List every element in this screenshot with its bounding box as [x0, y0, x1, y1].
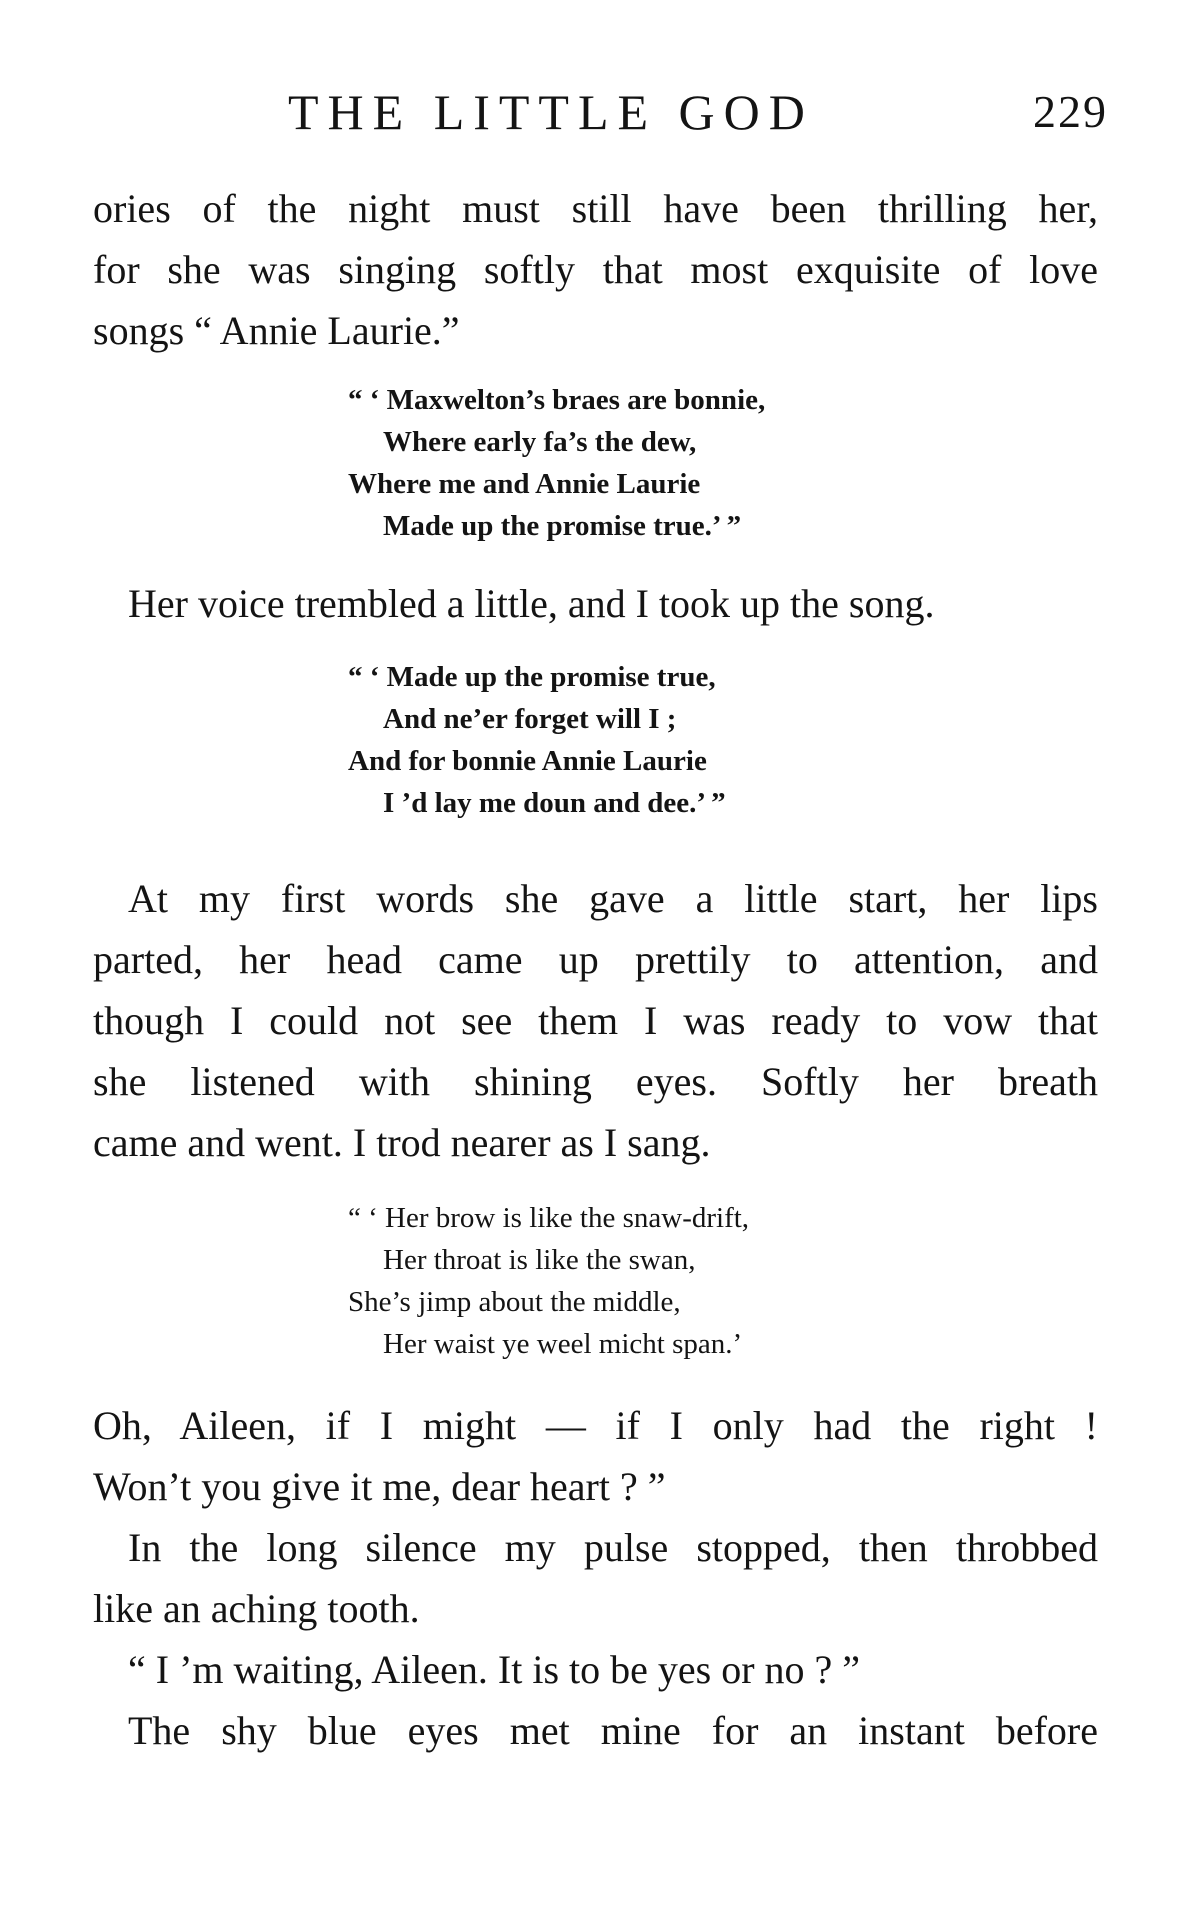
verse-line: And for bonnie Annie Laurie: [348, 745, 707, 777]
text-line: ories of the night must still have been thrilling her,: [93, 186, 1098, 231]
verse-stanza-1: [348, 379, 1098, 547]
paragraph: [93, 1395, 1098, 1517]
text-line: for she was singing softly that most exquisite of love: [93, 247, 1098, 292]
verse-line: She’s jimp about the middle,: [348, 1286, 681, 1318]
text-line: she listened with shining eyes. Softly her breath: [93, 1059, 1098, 1104]
text-line: The shy blue eyes met mine for an instant before: [128, 1708, 1098, 1753]
paragraph: [93, 1517, 1098, 1639]
running-title: THE LITTLE GOD: [288, 84, 814, 140]
text-line: came and went. I trod nearer as I sang.: [93, 1120, 711, 1165]
verse-stanza-3: [348, 1197, 1098, 1365]
page-body: [93, 178, 1098, 1761]
verse-line: And ne’er forget will I ;: [383, 703, 677, 735]
text-line: Won’t you give it me, dear heart ? ”: [93, 1464, 666, 1509]
verse-line: I ’d lay me doun and dee.’ ”: [383, 787, 726, 819]
text-line: At my first words she gave a little start, her lips: [128, 876, 1098, 921]
text-line: “ I ’m waiting, Aileen. It is to be yes or no ? ”: [128, 1647, 861, 1692]
text-line: songs “ Annie Laurie.”: [93, 308, 460, 353]
verse-line: Made up the promise true.’ ”: [383, 510, 742, 542]
paragraph: [93, 573, 1098, 634]
verse-line: “ ‘ Her brow is like the snaw-drift,: [348, 1202, 750, 1234]
text-line: parted, her head came up prettily to attention, and: [93, 937, 1098, 982]
paragraph: [93, 1639, 1098, 1700]
verse-line: Where early fa’s the dew,: [383, 426, 697, 458]
page-number: 229: [1033, 86, 1108, 137]
text-line: Her voice trembled a little, and I took up the song.: [128, 581, 935, 626]
text-line: Oh, Aileen, if I might — if I only had the right !: [93, 1403, 1098, 1448]
page-header: [0, 82, 1203, 142]
text-line: though I could not see them I was ready to vow that: [93, 998, 1098, 1043]
verse-line: “ ‘ Made up the promise true,: [348, 661, 716, 693]
verse-line: Where me and Annie Laurie: [348, 468, 701, 500]
verse-stanza-2: [348, 656, 1098, 824]
paragraph: [93, 868, 1098, 1173]
verse-line: Her throat is like the swan,: [383, 1244, 696, 1276]
text-line: like an aching tooth.: [93, 1586, 420, 1631]
paragraph: [93, 1700, 1098, 1761]
paragraph-continuation: [93, 178, 1098, 361]
verse-line: Her waist ye weel micht span.’: [383, 1328, 743, 1360]
text-line: In the long silence my pulse stopped, then throbbed: [128, 1525, 1098, 1570]
verse-line: “ ‘ Maxwelton’s braes are bonnie,: [348, 384, 766, 416]
